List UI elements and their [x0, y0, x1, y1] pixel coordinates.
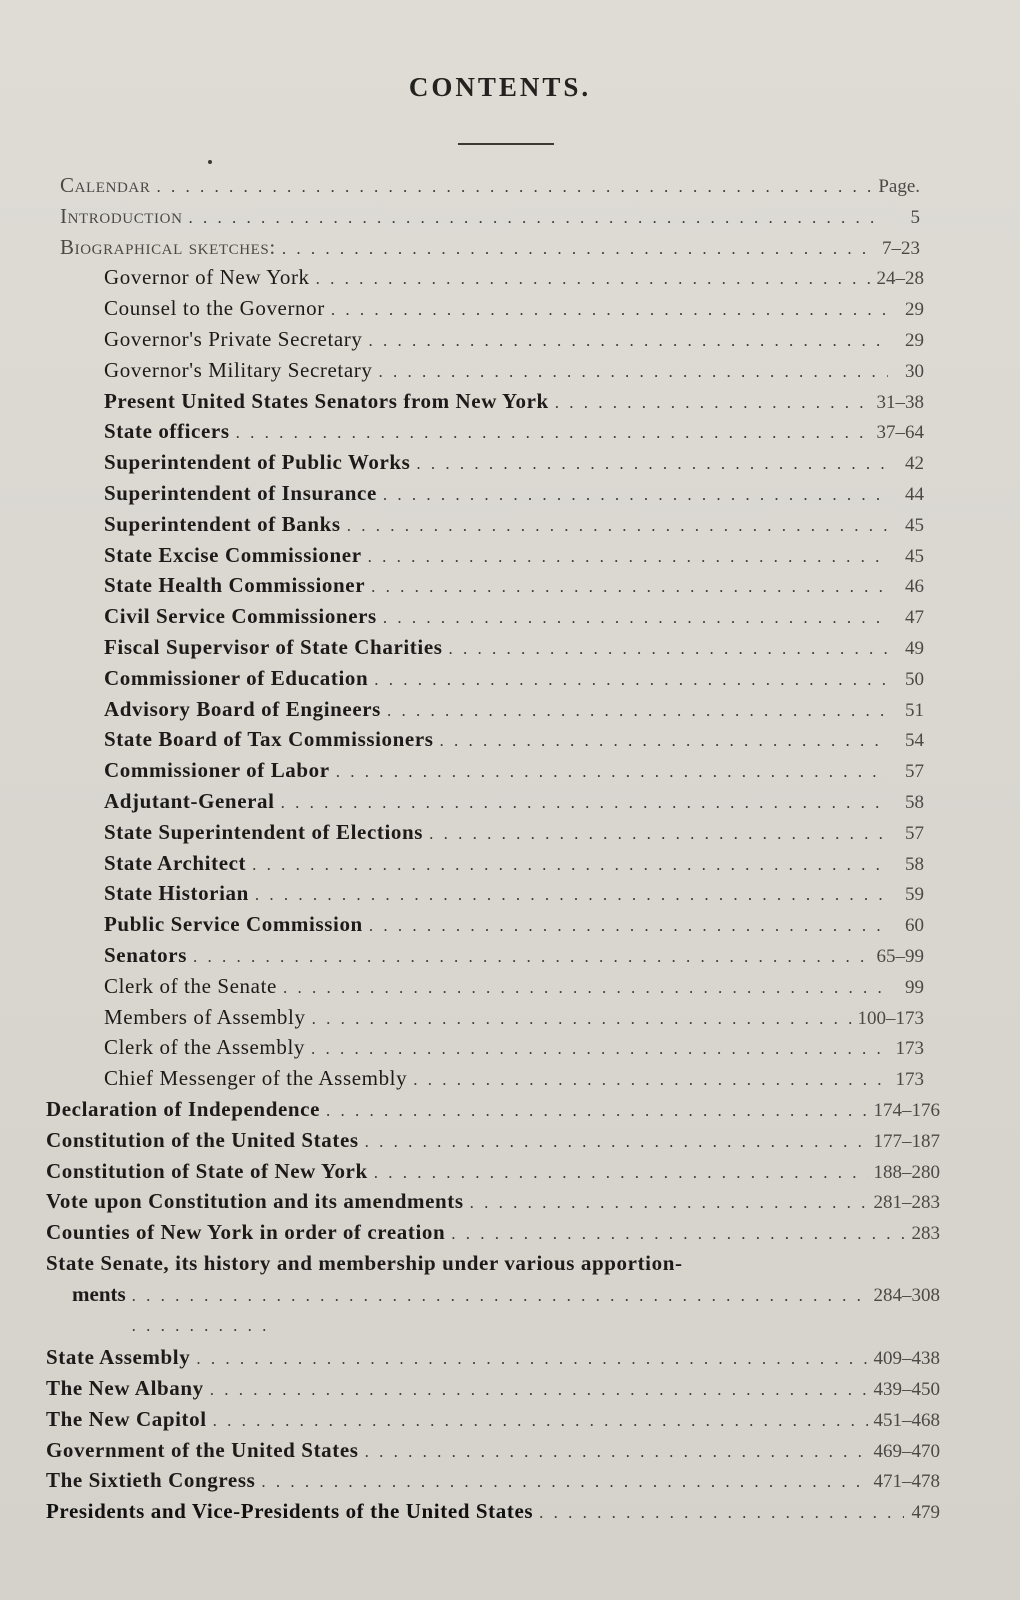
- toc-entry: [0, 1094, 1020, 1125]
- leader-dots: [555, 388, 871, 419]
- toc-entry-label: Superintendent of Public Works: [104, 450, 411, 475]
- toc-entry-page: 44: [905, 483, 924, 505]
- toc-entry-page: 58: [905, 791, 924, 813]
- toc-entry-label: The New Albany: [46, 1376, 204, 1401]
- toc-entry-label: Declaration of Independence: [46, 1096, 321, 1121]
- toc-entry-label: Superintendent of Banks: [104, 511, 341, 536]
- toc-entry-label: Constitution of State of New York: [46, 1158, 368, 1183]
- toc-entry-label: State Historian: [104, 881, 249, 906]
- leader-dots: [326, 1096, 867, 1127]
- toc-entry: [0, 1125, 1020, 1156]
- toc-entry-label-line1: State Senate, its history and membership under various apportion-: [46, 1250, 683, 1275]
- leader-dots: [365, 1437, 868, 1468]
- toc-entry-page: 58: [905, 853, 924, 875]
- toc-entry: [0, 971, 1020, 1002]
- toc-entry-page: Page.: [878, 176, 920, 197]
- toc-entry: [0, 786, 1020, 817]
- toc-entry-wrapped: [0, 1248, 1020, 1342]
- toc-entry-label: Presidents and Vice-Presidents of the United States: [46, 1499, 534, 1524]
- toc-entry-page: 281–283: [873, 1192, 940, 1214]
- toc-entry-page: 29: [905, 299, 924, 321]
- page-title: CONTENTS.: [408, 72, 592, 102]
- toc-entry-label: Clerk of the Assembly: [104, 1035, 305, 1060]
- leader-dots: [347, 511, 888, 542]
- toc-entry-label: State Assembly: [46, 1345, 191, 1370]
- toc-entry-label: State Architect: [104, 850, 247, 875]
- toc-entry: [0, 170, 1020, 201]
- toc-entry-page: 37–64: [876, 422, 924, 444]
- leader-dots: [365, 1127, 868, 1158]
- leader-dots: [429, 819, 888, 850]
- leader-dots: [311, 1034, 888, 1065]
- toc-entry: [0, 509, 1020, 540]
- toc-entry-page: 51: [905, 699, 924, 721]
- toc-entry-label: Present United States Senators from New York: [104, 388, 549, 413]
- leader-dots: [210, 1375, 868, 1406]
- leader-dots: [236, 418, 871, 449]
- toc-entry-page: 60: [905, 915, 924, 937]
- toc-entry: [0, 201, 1020, 232]
- toc-entry-page: 57: [905, 822, 924, 844]
- toc-entry: [0, 447, 1020, 478]
- toc-entry: [0, 1465, 1020, 1496]
- toc-entry: [0, 601, 1020, 632]
- leader-dots: [378, 357, 888, 388]
- toc-entry-label: Fiscal Supervisor of State Charities: [104, 634, 443, 659]
- toc-entry: [0, 1435, 1020, 1466]
- toc-entry-label: Chief Messenger of the Assembly: [104, 1066, 408, 1091]
- leader-dots: [255, 880, 888, 911]
- toc-entry-page: 29: [905, 329, 924, 351]
- toc-entry-page: 5: [910, 206, 920, 228]
- leader-dots: [312, 1004, 852, 1035]
- toc-entry: [0, 817, 1020, 848]
- toc-entry-label: Clerk of the Senate: [104, 973, 277, 998]
- leader-dots: . . . . . . . . . . . . . . . . . . . . . . . . . . . . . . . . . . . . . . . . . . . . . . . . . . . . . . . . . . . . .: [131, 1285, 864, 1336]
- toc-entry-label-line2: ments: [72, 1281, 126, 1306]
- toc-entry: [0, 416, 1020, 447]
- toc-entry-label: State Excise Commissioner: [104, 542, 362, 567]
- toc-entry-label: Constitution of the United States: [46, 1127, 359, 1152]
- toc-entry: [0, 1496, 1020, 1527]
- toc-entry: [0, 386, 1020, 417]
- toc-entry-page: 471–478: [873, 1471, 940, 1493]
- toc-entry: [0, 262, 1020, 293]
- toc-entry: [0, 663, 1020, 694]
- leader-dots: [368, 542, 888, 573]
- toc-entry-label: Senators: [104, 942, 187, 967]
- toc-entry-page: 7–23: [882, 237, 920, 259]
- toc-entry: [0, 909, 1020, 940]
- toc-entry-label: Superintendent of Insurance: [104, 480, 377, 505]
- toc-entry: [0, 324, 1020, 355]
- toc-entry-page: 99: [905, 976, 924, 998]
- table-of-contents: [0, 170, 1020, 1527]
- toc-entry-label: Governor of New York: [104, 265, 310, 290]
- leader-dots: [283, 973, 888, 1004]
- leader-dots: [336, 757, 888, 788]
- toc-entry: [0, 724, 1020, 755]
- toc-entry-page: 409–438: [873, 1348, 940, 1370]
- leader-dots: [371, 572, 888, 603]
- leader-dots: [196, 1344, 867, 1375]
- toc-entry-label: State Superintendent of Elections: [104, 819, 424, 844]
- toc-entry-page: 451–468: [873, 1409, 940, 1431]
- leader-dots: [440, 726, 888, 757]
- toc-entry: [0, 940, 1020, 971]
- toc-entry-label: Public Service Commission: [104, 912, 363, 937]
- toc-entry: [0, 694, 1020, 725]
- toc-entry-label: The New Capitol: [46, 1406, 207, 1431]
- toc-entry-label: Governor's Military Secretary: [104, 357, 373, 382]
- toc-entry-label: Commissioner of Education: [104, 665, 369, 690]
- toc-entry: [0, 540, 1020, 571]
- toc-entry-page: 49: [905, 637, 924, 659]
- toc-entry-page: 283: [911, 1223, 940, 1245]
- toc-entry: [0, 755, 1020, 786]
- toc-entry-page: 47: [905, 607, 924, 629]
- leader-dots: [261, 1467, 867, 1498]
- toc-entry: [0, 1156, 1020, 1187]
- leader-dots: [193, 942, 871, 973]
- toc-entry: [0, 570, 1020, 601]
- toc-entry: [0, 1032, 1020, 1063]
- toc-entry-label: Vote upon Constitution and its amendments: [46, 1189, 464, 1214]
- leader-dots: [413, 1065, 888, 1096]
- toc-entry: [0, 1373, 1020, 1404]
- leader-dots: [156, 172, 872, 203]
- leader-dots: [282, 234, 876, 265]
- toc-entry-page: 173: [895, 1069, 924, 1091]
- leader-dots: [383, 603, 888, 634]
- toc-entry: [0, 848, 1020, 879]
- toc-entry: [0, 1186, 1020, 1217]
- toc-entry-page: 100–173: [857, 1007, 924, 1029]
- leader-dots: [374, 665, 888, 696]
- toc-entry-page: 177–187: [873, 1130, 940, 1152]
- toc-entry-page: 31–38: [876, 391, 924, 413]
- toc-entry-label: State Health Commissioner: [104, 573, 366, 598]
- toc-entry-label: Governor's Private Secretary: [104, 326, 363, 351]
- leader-dots: [369, 911, 888, 942]
- toc-entry: [0, 293, 1020, 324]
- toc-entry-label: State Board of Tax Commissioners: [104, 727, 434, 752]
- leader-dots: [252, 850, 888, 881]
- leader-dots: [387, 696, 888, 727]
- toc-entry-label: Commissioner of Labor: [104, 758, 330, 783]
- leader-dots: [470, 1188, 868, 1219]
- ink-speck: [208, 160, 212, 164]
- toc-entry-page: 30: [905, 360, 924, 382]
- toc-entry-page: 188–280: [873, 1161, 940, 1183]
- toc-entry-page: 57: [905, 761, 924, 783]
- toc-entry-page: 45: [905, 514, 924, 536]
- toc-entry-label: Government of the United States: [46, 1437, 359, 1462]
- leader-dots: [383, 480, 888, 511]
- toc-entry-page: 42: [905, 453, 924, 475]
- toc-entry: [0, 1342, 1020, 1373]
- toc-entry: [0, 1404, 1020, 1435]
- toc-entry-label: Members of Assembly: [104, 1004, 306, 1029]
- toc-entry: [0, 1217, 1020, 1248]
- leader-dots: [416, 449, 888, 480]
- toc-entry-page: 284–308: [873, 1284, 940, 1306]
- toc-entry-page: 173: [895, 1038, 924, 1060]
- toc-entry-label: Counties of New York in order of creation: [46, 1220, 446, 1245]
- leader-dots: [451, 1219, 904, 1250]
- toc-entry-page: 45: [905, 545, 924, 567]
- toc-entry-label: The Sixtieth Congress: [46, 1468, 256, 1493]
- toc-entry-page: 50: [905, 668, 924, 690]
- leader-dots: [281, 788, 888, 819]
- toc-entry-label: State officers: [104, 419, 230, 444]
- toc-entry-page: 174–176: [873, 1099, 940, 1121]
- toc-entry: [0, 632, 1020, 663]
- toc-entry-label: Advisory Board of Engineers: [104, 696, 381, 721]
- toc-entry-label: Calendar: [60, 173, 151, 197]
- toc-entry: [0, 1063, 1020, 1094]
- title-rule: [458, 143, 554, 145]
- leader-dots: [539, 1498, 904, 1529]
- toc-entry-page: 65–99: [876, 945, 924, 967]
- toc-entry-page: 469–470: [873, 1440, 940, 1462]
- toc-entry-page: 24–28: [876, 268, 924, 290]
- toc-entry-label: Biographical sketches:: [60, 234, 276, 259]
- leader-dots: [449, 634, 888, 665]
- leader-dots: [331, 295, 888, 326]
- leader-dots: [213, 1406, 868, 1437]
- leader-dots: [369, 326, 889, 357]
- toc-entry-label: Civil Service Commissioners: [104, 604, 377, 629]
- toc-entry-page: 54: [905, 730, 924, 752]
- toc-entry: [0, 355, 1020, 386]
- leader-dots: [316, 264, 871, 295]
- toc-entry: [0, 478, 1020, 509]
- toc-entry-label: Adjutant-General: [104, 788, 275, 813]
- toc-entry-page: 59: [905, 884, 924, 906]
- toc-entry-page: 479: [911, 1502, 940, 1524]
- toc-entry: [0, 878, 1020, 909]
- toc-entry: [0, 232, 1020, 263]
- leader-dots: [189, 203, 884, 234]
- toc-entry-label: Counsel to the Governor: [104, 296, 325, 321]
- toc-entry-continuation: [46, 1279, 940, 1343]
- toc-entry-page: 439–450: [873, 1379, 940, 1401]
- toc-entry-page: 46: [905, 576, 924, 598]
- toc-entry: [0, 1002, 1020, 1033]
- toc-entry-label: Introduction: [60, 203, 183, 228]
- leader-dots: [374, 1158, 868, 1189]
